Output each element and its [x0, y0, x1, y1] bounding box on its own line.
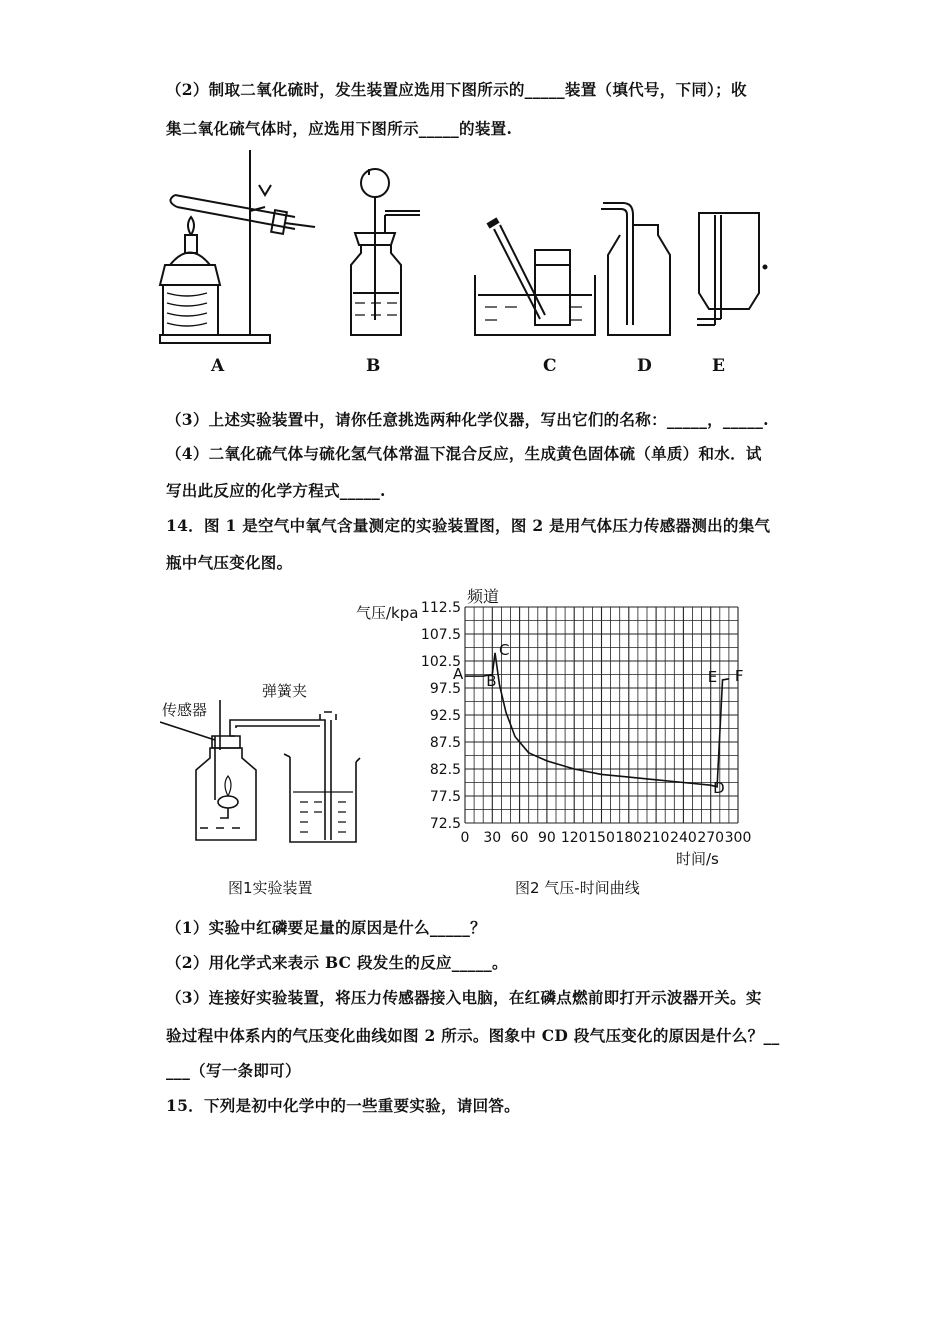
q13-part2-line1: （2）制取二氧化硫时，发生装置应选用下图所示的_____装置（填代号，下同）；收 [166, 80, 747, 99]
y-tick-label: 107.5 [420, 627, 461, 643]
x-tick-label: 30 [483, 830, 502, 846]
x-tick-label: 90 [537, 830, 556, 846]
y-tick-label: 102.5 [420, 654, 461, 670]
x-tick-label: 0 [460, 830, 470, 846]
x-tick-label: 150 [588, 830, 615, 846]
sensor-label: 传感器 [162, 701, 208, 719]
fig1-caption: 图1实验装置 [228, 879, 313, 897]
q14-sub3-line1: （3）连接好实验装置，将压力传感器接入电脑，在红磷点燃前即打开示波器开关。实 [166, 988, 762, 1007]
x-tick-label: 300 [724, 830, 752, 846]
q14-stem-line2: 瓶中气压变化图。 [166, 553, 293, 572]
y-tick-label: 112.5 [420, 600, 461, 616]
q14-sub3-line2: 验过程中体系内的气压变化曲线如图 2 所示。图象中 CD 段气压变化的原因是什么？__ [166, 1026, 780, 1045]
x-tick-label: 210 [642, 830, 670, 846]
q13-part4-line2: 写出此反应的化学方程式_____. [166, 481, 386, 500]
y-axis-label: 气压/kpa [356, 603, 419, 622]
x-tick-label: 270 [697, 830, 725, 846]
point-label-F: F [734, 666, 744, 685]
q14-sub2: （2）用化学式来表示 BC 段发生的反应_____。 [166, 953, 508, 972]
y-tick-label: 97.5 [429, 681, 461, 697]
apparatus-label-b: B [366, 356, 381, 376]
clamp-label: 弹簧夹 [262, 682, 308, 700]
y-tick-label: 87.5 [429, 735, 461, 751]
point-label-D: D [713, 778, 725, 797]
point-label-B: B [486, 672, 497, 691]
point-label-A: A [453, 665, 464, 684]
x-tick-label: 240 [670, 830, 697, 846]
apparatus-label-e: E [712, 356, 725, 376]
y-tick-label: 82.5 [429, 762, 461, 778]
q15-stem: 15．下列是初中化学中的一些重要实验，请回答。 [166, 1096, 520, 1115]
apparatus-label-c: C [543, 356, 557, 376]
q13-part4-line1: （4）二氧化硫气体与硫化氢气体常温下混合反应，生成黄色固体硫（单质）和水．试 [166, 444, 762, 463]
fig2-caption: 图2 气压-时间曲线 [515, 879, 640, 897]
series-line-气压 [465, 653, 729, 787]
x-axis-label: 时间/s [676, 850, 719, 868]
chart-title: 频道 [467, 587, 500, 606]
point-label-C: C [499, 640, 510, 659]
x-tick-label: 120 [560, 830, 588, 846]
q14-stem-line1: 14．图 1 是空气中氧气含量测定的实验装置图，图 2 是用气体压力传感器测出的集气 [166, 516, 771, 535]
x-tick-label: 180 [615, 830, 643, 846]
y-tick-label: 72.5 [429, 816, 461, 832]
q13-part3: （3）上述实验装置中，请你任意挑选两种化学仪器，写出它们的名称：_____，_____. [166, 410, 769, 429]
y-tick-label: 77.5 [429, 789, 461, 805]
y-tick-label: 92.5 [429, 708, 461, 724]
q14-sub1: （1）实验中红磷要足量的原因是什么_____？ [166, 918, 486, 937]
q13-part2-line2: 集二氧化硫气体时，应选用下图所示_____的装置. [166, 119, 513, 138]
x-tick-label: 60 [510, 830, 529, 846]
q14-sub3-line3: ___（写一条即可） [166, 1061, 301, 1080]
point-label-E: E [707, 667, 718, 686]
apparatus-label-a: A [211, 356, 225, 376]
apparatus-label-d: D [637, 356, 652, 376]
